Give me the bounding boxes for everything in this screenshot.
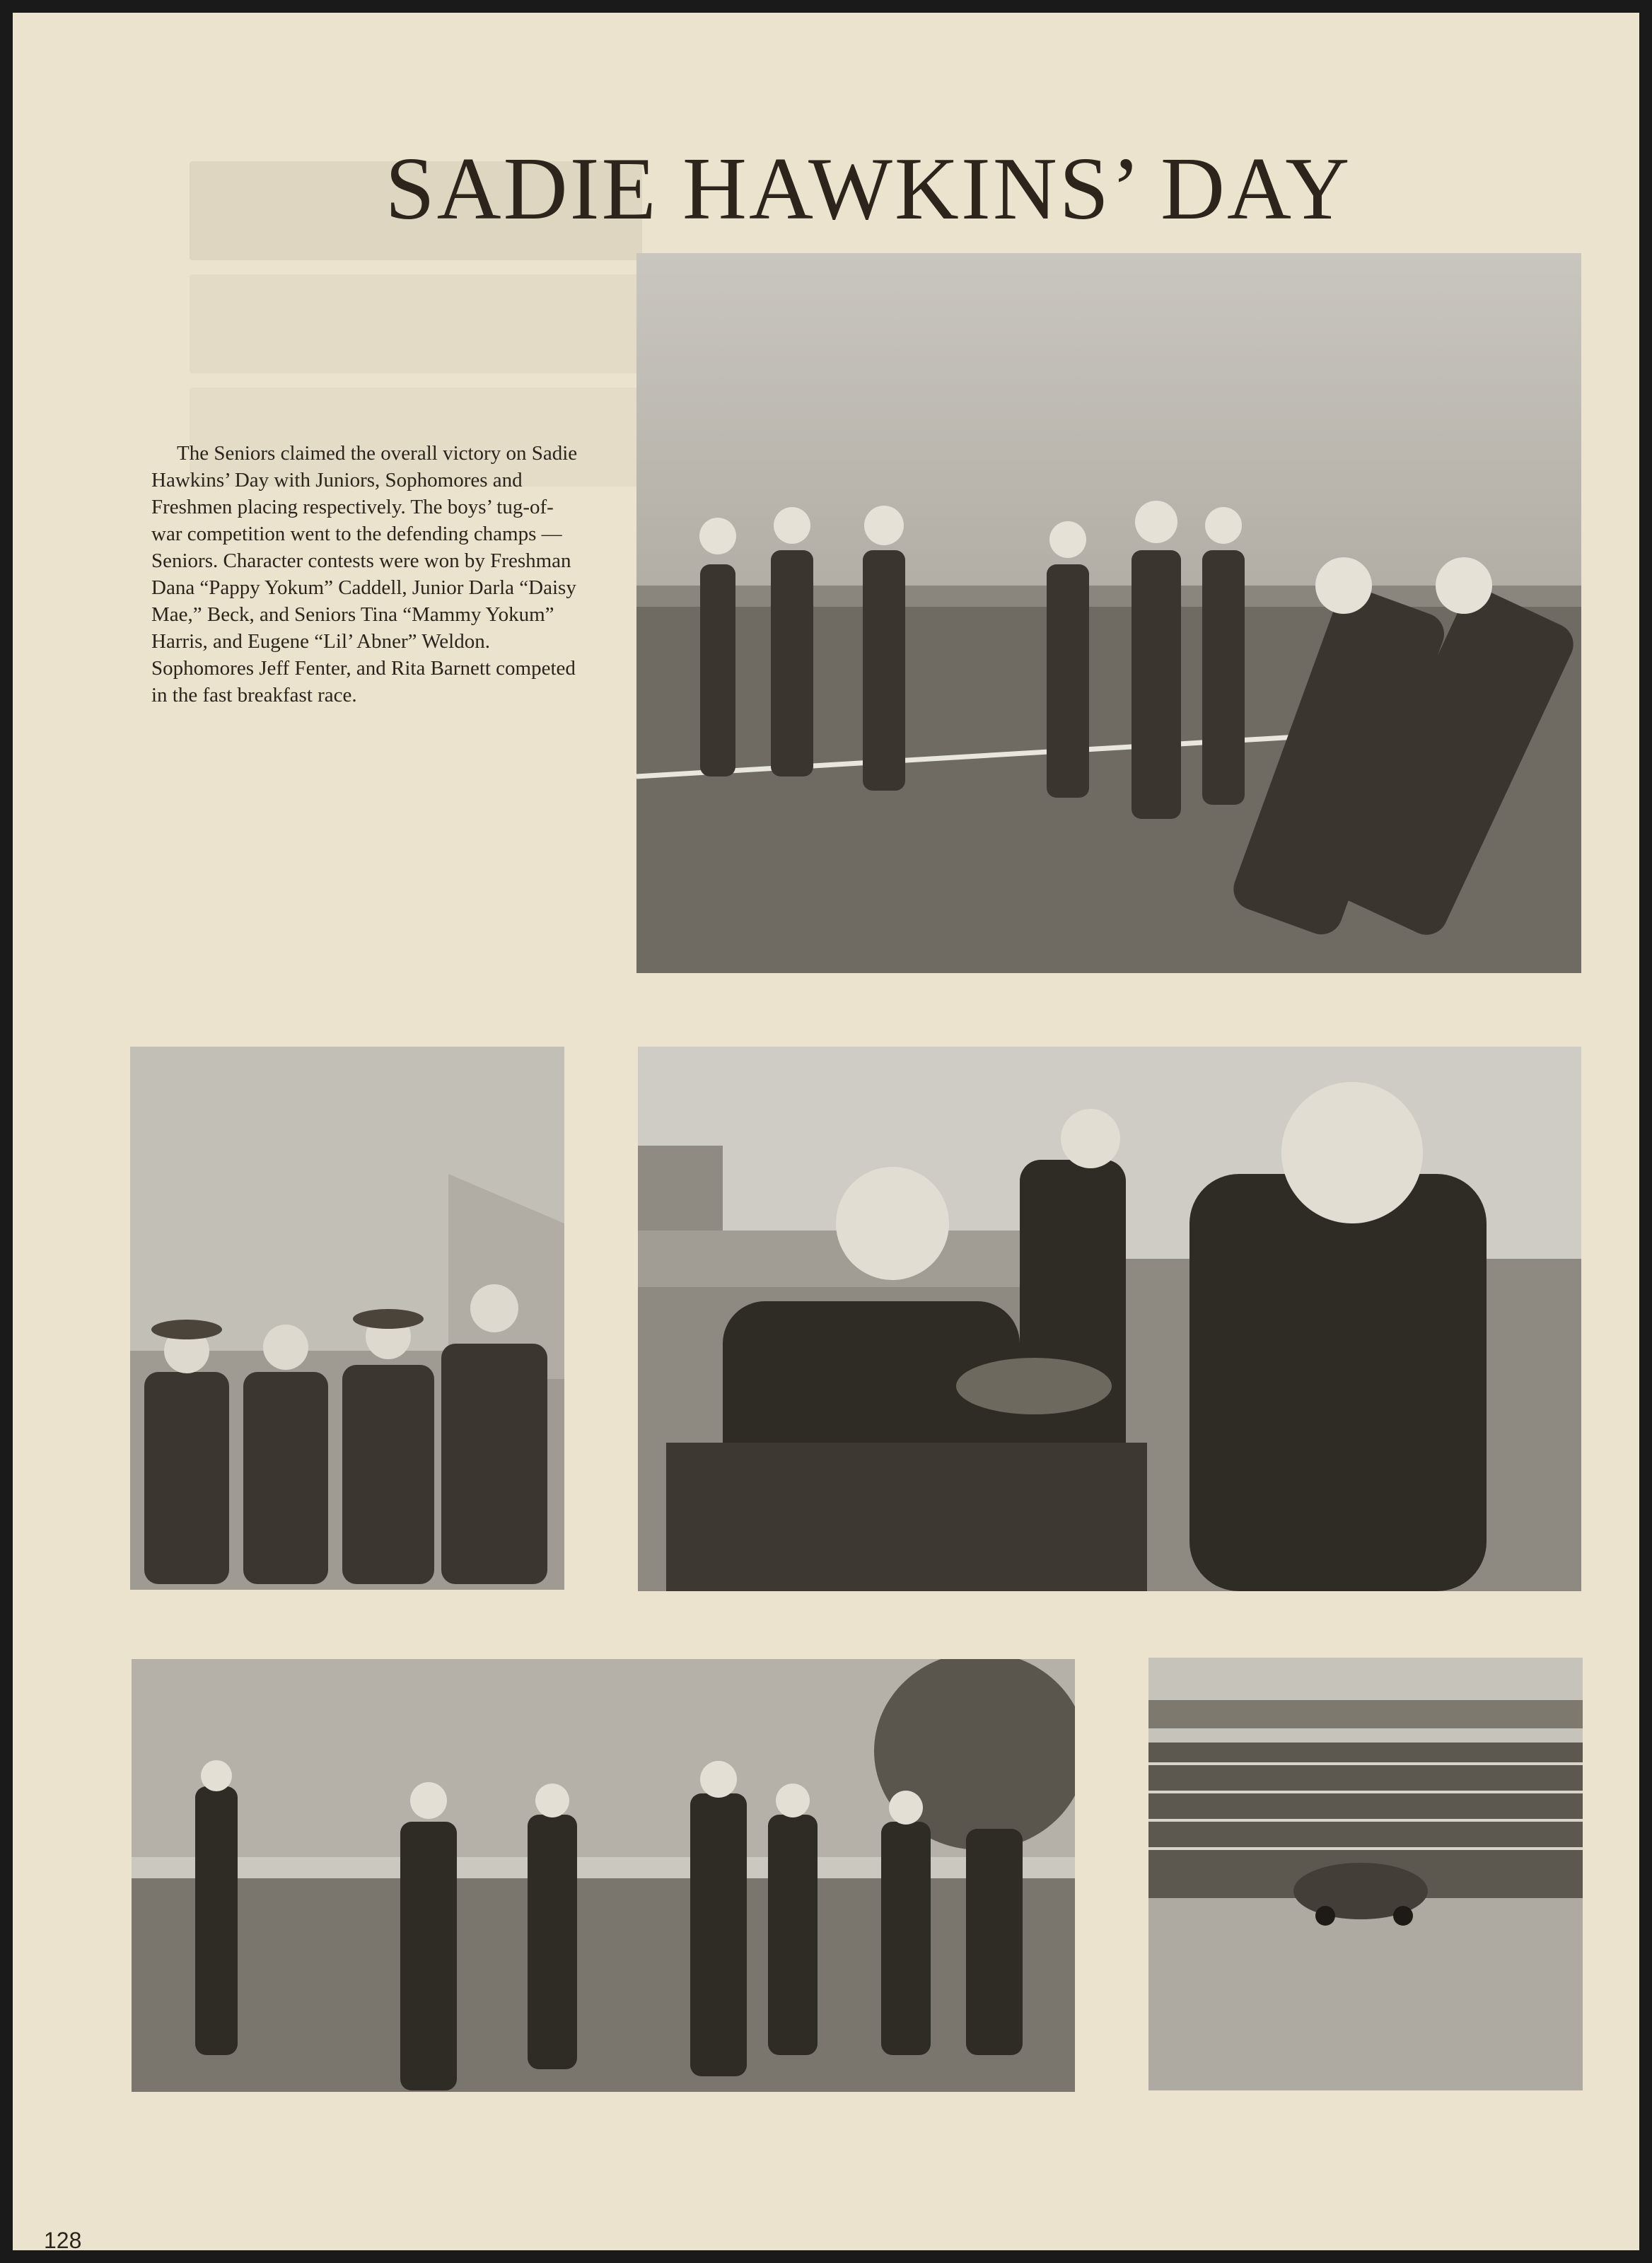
page-title: SADIE HAWKINS’ DAY bbox=[385, 140, 1352, 238]
article-text: The Seniors claimed the overall victory on Sadie Hawkins’ Day with Juniors, Sophomores and Freshmen placing respectively. The boys’ tug-of-war competition went to the defending champs — Seniors. Character contests were won by Freshman Dana “Pappy Yokum” Caddell, Junior Darla “Daisy Mae,” Beck, and Seniors Tina “Mammy Yokum” Harris, and Eugene “Lil’ Abner” Weldon. Sophomores Jeff Fenter, and Rita Barnett competed in the fast breakfast race. bbox=[151, 442, 578, 706]
photo-boys-tug-of-war bbox=[636, 253, 1581, 973]
photo-character-winners bbox=[130, 1047, 564, 1590]
yearbook-page bbox=[13, 13, 1639, 2253]
photo-car-event bbox=[1148, 1658, 1583, 2090]
photo-tug-of-war-stands bbox=[132, 1659, 1075, 2092]
page-number: 128 bbox=[44, 2228, 82, 2253]
photo-breakfast-race bbox=[638, 1047, 1581, 1591]
